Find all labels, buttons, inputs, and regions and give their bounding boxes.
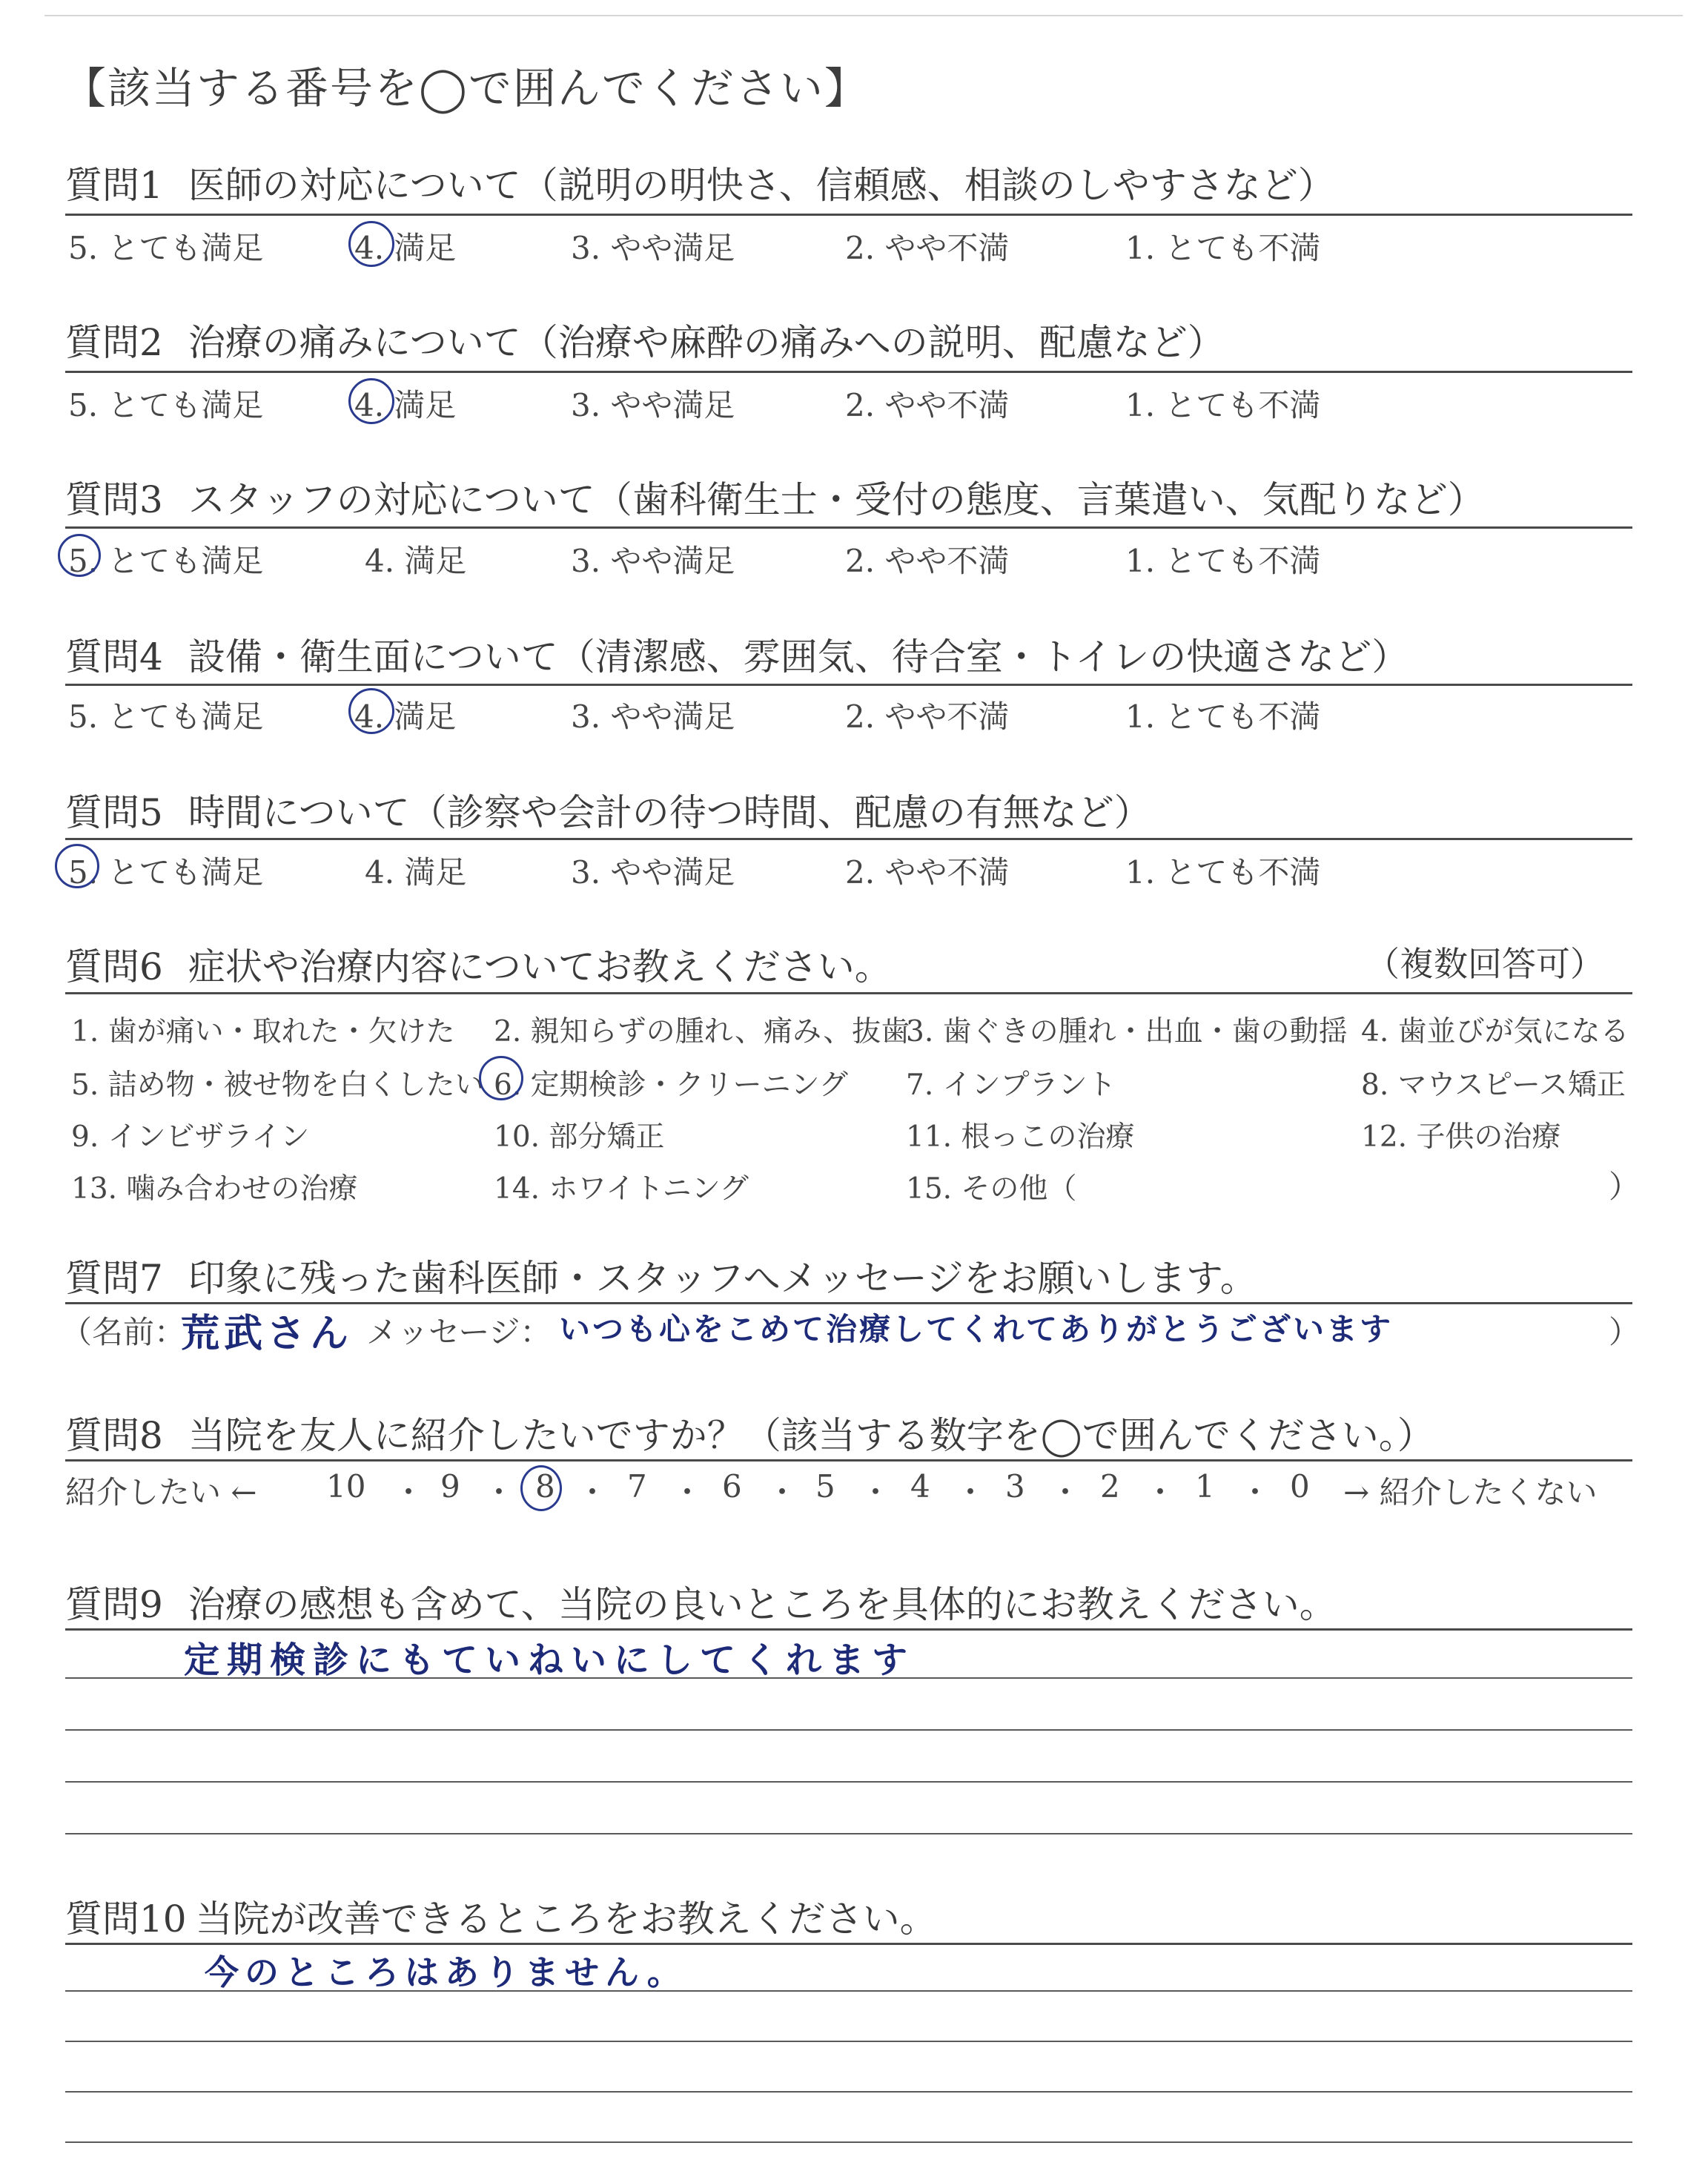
q7-name-label: （名前： — [61, 1314, 186, 1350]
q1-text: 医師の対応について（説明の明快さ、信頼感、相談のしやすさなど） — [188, 164, 1335, 207]
q6-selection-circle — [479, 1056, 523, 1100]
q8-scale-2[interactable]: 2 — [1100, 1468, 1120, 1505]
q3-option-5[interactable]: 5. とても満足 — [68, 543, 264, 579]
q7-title — [65, 1249, 1257, 1302]
q1-rule — [65, 214, 1632, 216]
q7-message-line — [61, 1308, 185, 1353]
q3-title — [65, 470, 1485, 524]
q8-dot: ・ — [672, 1474, 704, 1510]
q7-number: 質問7 — [65, 1257, 163, 1300]
q10-title — [65, 1889, 937, 1943]
q10-rule — [65, 1943, 1632, 1945]
q3-option-3[interactable]: 3. やや満足 — [571, 543, 735, 579]
q5-text: 時間について（診察や会計の待つ時間、配慮の有無など） — [188, 791, 1151, 834]
q5-option-1[interactable]: 1. とても不満 — [1125, 854, 1321, 891]
q3-selection-circle — [58, 534, 101, 577]
q10-answer-line-3 — [65, 2091, 1632, 2093]
q9-answer-line-4 — [65, 1833, 1632, 1834]
q6-other-close-paren: ） — [1609, 1169, 1641, 1205]
q6-item-4[interactable]: 4. 歯並びが気になる — [1361, 1015, 1629, 1048]
q10-answer-line-2 — [65, 2041, 1632, 2042]
q1-number: 質問1 — [65, 164, 163, 207]
q8-title — [65, 1406, 1434, 1459]
q9-text: 治療の感想も含めて、当院の良いところを具体的にお教えください。 — [188, 1583, 1337, 1626]
q5-option-2[interactable]: 2. やや不満 — [845, 854, 1010, 891]
q3-number: 質問3 — [65, 478, 163, 521]
q9-answer[interactable]: 定期検診にもていねいにしてくれます — [184, 1639, 916, 1681]
q9-title — [65, 1575, 1337, 1628]
q3-rule — [65, 526, 1632, 529]
q6-item-13[interactable]: 13. 噛み合わせの治療 — [71, 1172, 358, 1206]
q8-dot: ・ — [1239, 1474, 1271, 1510]
q5-rule — [65, 838, 1632, 840]
q5-option-4[interactable]: 4. 満足 — [365, 854, 467, 891]
q6-item-3[interactable]: 3. 歯ぐきの腫れ・出血・歯の動揺 — [906, 1015, 1348, 1048]
q6-rule — [65, 992, 1632, 994]
q6-multiple-note: （複数回答可） — [1366, 944, 1604, 984]
q8-scale-8[interactable]: 8 — [535, 1468, 555, 1505]
q6-item-1[interactable]: 1. 歯が痛い・取れた・欠けた — [71, 1015, 455, 1048]
q2-rule — [65, 371, 1632, 373]
q6-item-10[interactable]: 10. 部分矯正 — [494, 1120, 665, 1154]
q2-selection-circle — [348, 378, 394, 424]
q6-item-5[interactable]: 5. 詰め物・被せ物を白くしたい — [71, 1069, 484, 1102]
q6-item-14[interactable]: 14. ホワイトニング — [494, 1172, 749, 1206]
q1-title — [65, 156, 1335, 209]
q3-option-2[interactable]: 2. やや不満 — [845, 543, 1010, 579]
q8-scale-10[interactable]: 10 — [326, 1468, 366, 1505]
q3-text: スタッフの対応について（歯科衛生士・受付の態度、言葉遣い、気配りなど） — [188, 478, 1485, 521]
q8-scale-9[interactable]: 9 — [440, 1468, 460, 1505]
q4-text: 設備・衛生面について（清潔感、雰囲気、待合室・トイレの快適さなど） — [188, 635, 1409, 678]
q5-selection-circle — [55, 844, 99, 888]
q3-option-1[interactable]: 1. とても不満 — [1125, 543, 1321, 579]
q2-option-2[interactable]: 2. やや不満 — [845, 387, 1010, 423]
q10-answer-line-1 — [65, 1990, 1632, 1992]
q8-dot: ・ — [860, 1474, 892, 1510]
q8-dot: ・ — [577, 1474, 609, 1510]
q1-option-3[interactable]: 3. やや満足 — [571, 230, 735, 266]
q4-option-3[interactable]: 3. やや満足 — [571, 698, 735, 735]
q4-selection-circle — [348, 688, 394, 734]
q8-number: 質問8 — [65, 1414, 163, 1457]
q5-title — [65, 783, 1151, 836]
q9-answer-line-2 — [65, 1729, 1632, 1731]
q8-left-label: 紹介したい ← — [65, 1474, 257, 1510]
q1-option-4[interactable]: 4. 満足 — [354, 230, 457, 266]
q2-option-4[interactable]: 4. 満足 — [354, 387, 457, 423]
q1-option-1[interactable]: 1. とても不満 — [1125, 230, 1321, 266]
q2-option-5[interactable]: 5. とても満足 — [68, 387, 264, 423]
q9-answer-line-1 — [65, 1677, 1632, 1679]
q8-scale-3[interactable]: 3 — [1005, 1468, 1025, 1505]
q8-dot: ・ — [1050, 1474, 1082, 1510]
q6-number: 質問6 — [65, 945, 163, 988]
q8-dot: ・ — [393, 1474, 425, 1510]
q4-rule — [65, 684, 1632, 686]
q8-selection-circle — [520, 1465, 562, 1511]
q6-item-6[interactable]: 6. 定期検診・クリーニング — [494, 1069, 848, 1102]
q8-dot: ・ — [1145, 1474, 1176, 1510]
q8-dot: ・ — [767, 1474, 798, 1510]
q6-item-2[interactable]: 2. 親知らずの腫れ、痛み、抜歯 — [494, 1015, 910, 1048]
q5-option-5[interactable]: 5. とても満足 — [68, 854, 264, 891]
q10-answer-line-4 — [65, 2141, 1632, 2143]
q7-close-paren: ） — [1609, 1314, 1641, 1350]
q4-title — [65, 627, 1409, 681]
q5-option-3[interactable]: 3. やや満足 — [571, 854, 735, 891]
q6-item-11[interactable]: 11. 根っこの治療 — [906, 1120, 1135, 1154]
q10-answer[interactable]: 今のところはありません。 — [205, 1952, 687, 1992]
q9-number: 質問9 — [65, 1583, 163, 1626]
q4-option-2[interactable]: 2. やや不満 — [845, 698, 1010, 735]
q6-item-9[interactable]: 9. インビザライン — [71, 1120, 310, 1154]
top-rule — [44, 15, 1683, 16]
q8-scale-5[interactable]: 5 — [815, 1468, 835, 1505]
q8-dot: ・ — [483, 1474, 515, 1510]
q1-option-2[interactable]: 2. やや不満 — [845, 230, 1010, 266]
q8-scale-4[interactable]: 4 — [910, 1468, 930, 1505]
q8-rule — [65, 1459, 1632, 1462]
q6-item-15[interactable]: 15. その他（ — [906, 1172, 1077, 1206]
q9-answer-line-3 — [65, 1781, 1632, 1783]
q8-text: 当院を友人に紹介したいですか？（該当する数字を◯で囲んでください。） — [188, 1414, 1434, 1457]
q6-item-12[interactable]: 12. 子供の治療 — [1361, 1120, 1561, 1154]
q8-right-label: → 紹介したくない — [1343, 1474, 1598, 1510]
q1-selection-circle — [348, 221, 394, 267]
q2-text: 治療の痛みについて（治療や麻酔の痛みへの説明、配慮など） — [188, 321, 1225, 364]
q4-option-1[interactable]: 1. とても不満 — [1125, 698, 1321, 735]
q8-scale-1[interactable]: 1 — [1195, 1468, 1215, 1505]
q8-scale-6[interactable]: 6 — [722, 1468, 742, 1505]
q6-title — [65, 937, 892, 991]
q10-text: 当院が改善できるところをお教えください。 — [195, 1898, 937, 1941]
q8-scale-0[interactable]: 0 — [1290, 1468, 1310, 1505]
q4-option-5[interactable]: 5. とても満足 — [68, 698, 264, 735]
form-title: 【該当する番号を◯で囲んでください】 — [63, 63, 869, 113]
q7-name-value[interactable]: 荒武さん — [181, 1312, 354, 1356]
q3-option-4[interactable]: 4. 満足 — [365, 543, 467, 579]
q8-dot: ・ — [955, 1474, 987, 1510]
q10-number: 質問10 — [65, 1898, 187, 1941]
q6-item-7[interactable]: 7. インプラント — [906, 1069, 1116, 1102]
q8-scale-7[interactable]: 7 — [627, 1468, 647, 1505]
q4-number: 質問4 — [65, 635, 163, 678]
q4-option-4[interactable]: 4. 満足 — [354, 698, 457, 735]
q2-number: 質問2 — [65, 321, 163, 364]
q2-title — [65, 313, 1225, 366]
q7-message-label: メッセージ： — [366, 1314, 552, 1350]
q6-text: 症状や治療内容についてお教えください。 — [188, 945, 892, 988]
q1-option-5[interactable]: 5. とても満足 — [68, 230, 264, 266]
q9-rule — [65, 1628, 1632, 1631]
q2-option-3[interactable]: 3. やや満足 — [571, 387, 735, 423]
q5-number: 質問5 — [65, 791, 163, 834]
q7-text: 印象に残った歯科医師・スタッフへメッセージをお願いします。 — [188, 1257, 1257, 1300]
q6-item-8[interactable]: 8. マウスピース矯正 — [1361, 1069, 1626, 1102]
q2-option-1[interactable]: 1. とても不満 — [1125, 387, 1321, 423]
q7-message-value[interactable]: いつも心をこめて治療してくれてありがとうございます — [559, 1311, 1394, 1347]
